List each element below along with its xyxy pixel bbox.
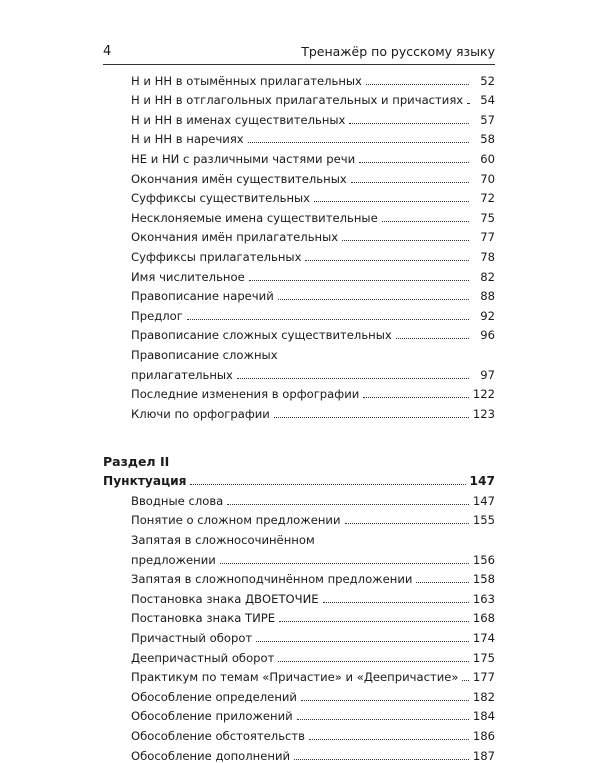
toc-entry [103, 401, 495, 421]
toc-entry [103, 88, 495, 108]
toc-entry [103, 107, 495, 127]
toc-entry-label: Окончания имён прилагательных [131, 230, 339, 245]
page-number: 4 [103, 44, 112, 59]
toc-entry-label: Последние изменения в орфографии [131, 387, 360, 402]
leader-dots [314, 201, 469, 202]
toc-entry-label: Н и НН в наречиях [131, 132, 244, 147]
toc-entry-page: 78 [480, 249, 495, 264]
toc-entry-label: Обособление дополнений [131, 748, 291, 763]
toc-entry-page: 122 [472, 387, 495, 402]
toc-entry-label: Правописание наречий [131, 289, 274, 304]
leader-dots [187, 319, 469, 320]
toc-entry-page: 184 [472, 709, 495, 724]
toc-entry-page: 96 [480, 328, 495, 343]
toc-entry-label: Правописание сложных [131, 347, 278, 362]
leader-dots [323, 602, 469, 603]
toc-entry [103, 68, 495, 88]
toc-entry-label: прилагательных [131, 367, 233, 382]
toc-entry [103, 606, 495, 626]
toc-entry-page: 123 [472, 406, 495, 421]
leader-dots [278, 299, 469, 300]
toc-entry-page: 97 [480, 367, 495, 382]
part-title: Пунктуация [103, 474, 187, 489]
leader-dots [349, 123, 469, 124]
toc-entry-label: Постановка знака ДВОЕТОЧИЕ [131, 591, 319, 606]
toc-entry [103, 508, 495, 528]
toc-entry [103, 586, 495, 606]
toc-entry-page: 88 [480, 289, 495, 304]
leader-dots [227, 504, 469, 505]
toc-entry-page: 70 [480, 171, 495, 186]
toc-entry-label: Суффиксы существительных [131, 191, 311, 206]
toc-entry [103, 645, 495, 665]
toc-entry-label: Вводные слова [131, 493, 224, 508]
toc-entry-page: 60 [480, 151, 495, 166]
toc-entry-page: 58 [480, 132, 495, 147]
toc-entry [103, 625, 495, 645]
toc-entry-page: 158 [472, 572, 495, 587]
toc-entry-label: НЕ и НИ с различными частями речи [131, 151, 356, 166]
leader-dots [297, 719, 469, 720]
toc-entry-page: 147 [472, 493, 495, 508]
leader-dots [363, 397, 469, 398]
toc-entry-label: Несклоняемые имена существительные [131, 210, 378, 225]
leader-dots [294, 759, 469, 760]
part-page: 147 [469, 474, 495, 489]
toc-entry-page: 163 [472, 591, 495, 606]
toc-entry [103, 264, 495, 284]
leader-dots [366, 84, 469, 85]
toc-entry [103, 146, 495, 166]
toc-entry-page: 182 [472, 689, 495, 704]
page-header [103, 44, 495, 64]
leader-dots [309, 739, 469, 740]
toc-entry-label: Деепричастный оборот [131, 650, 275, 665]
toc-entry-label: Причастный оборот [131, 631, 253, 646]
toc-entry-label: Обособление обстоятельств [131, 729, 305, 743]
toc-entry-label: Суффиксы прилагательных [131, 249, 302, 264]
toc-entry [103, 284, 495, 304]
toc-entry-label: Практикум по темам «Причастие» и «Деепричастие» [131, 670, 459, 685]
toc-entry [103, 166, 495, 186]
toc-entry-page: 92 [480, 308, 495, 323]
leader-dots [237, 378, 469, 379]
toc-entry [103, 382, 495, 402]
toc-entry-page: 77 [480, 230, 495, 245]
toc-entry [103, 205, 495, 225]
leader-dots [359, 162, 469, 163]
toc-entry-label: Н и НН в именах существительных [131, 112, 346, 127]
toc-entry-label: Предлог [131, 308, 183, 323]
leader-dots [220, 563, 469, 564]
toc-entry-page: 75 [480, 210, 495, 225]
leader-dots [248, 142, 469, 143]
toc-entry-page: 72 [480, 191, 495, 206]
toc-entry-label: Обособление определений [131, 689, 297, 704]
leader-dots [249, 280, 469, 281]
table-of-contents [103, 68, 495, 763]
toc-entry [103, 244, 495, 264]
toc-entry-page: 155 [472, 513, 495, 528]
toc-entry-label: Запятая в сложноподчинённом предложении [131, 572, 413, 587]
leader-dots [274, 417, 469, 418]
toc-entry-label: Понятие о сложном предложении [131, 513, 341, 528]
toc-entry-label: Ключи по орфографии [131, 406, 270, 421]
toc-entry-line1 [103, 342, 495, 362]
toc-entry-label: Правописание сложных существительных [131, 328, 392, 343]
toc-part-heading [103, 469, 495, 489]
toc-entry [103, 704, 495, 724]
toc-entry-label: Н и НН в отглагольных прилагательных и причастиях [131, 93, 464, 108]
leader-dots [279, 621, 469, 622]
leader-dots [190, 484, 465, 485]
toc-entry-label: предложении [131, 552, 216, 567]
toc-entry [103, 127, 495, 147]
toc-entry [103, 323, 495, 343]
toc-entry-page: 174 [472, 631, 495, 646]
toc-entry-page: 156 [472, 552, 495, 567]
toc-entry-label: Окончания имён существительных [131, 171, 347, 186]
leader-dots [467, 103, 469, 104]
toc-entry-page: 186 [472, 729, 495, 743]
toc-entry [103, 684, 495, 704]
leader-dots [256, 641, 469, 642]
leader-dots [278, 661, 468, 662]
toc-entry [103, 567, 495, 587]
toc-entry-page: 54 [480, 93, 495, 108]
toc-entry-label: Запятая в сложносочинённом [131, 533, 315, 548]
toc-entry [103, 303, 495, 323]
toc-entry-line1 [103, 527, 495, 547]
toc-part2 [103, 488, 495, 762]
header-rule [103, 64, 495, 65]
toc-entry-label: Обособление приложений [131, 709, 293, 724]
toc-entry-page: 177 [472, 670, 495, 685]
toc-entry-page: 82 [480, 269, 495, 284]
toc-entry-page: 175 [472, 650, 495, 665]
toc-entry-label: Имя числительное [131, 269, 245, 284]
toc-entry [103, 362, 495, 382]
leader-dots [345, 523, 469, 524]
leader-dots [351, 182, 469, 183]
leader-dots [301, 700, 469, 701]
section-title: Раздел II [103, 453, 170, 469]
leader-dots [396, 338, 469, 339]
toc-entry-label: Н и НН в отымённых прилагательных [131, 73, 362, 88]
toc-entry-page: 57 [480, 112, 495, 127]
leader-dots [462, 680, 468, 681]
leader-dots [382, 221, 469, 222]
toc-entry [103, 186, 495, 206]
toc-entry [103, 665, 495, 685]
toc-entry-page: 52 [480, 73, 495, 88]
leader-dots [342, 240, 469, 241]
toc-entry-label: Постановка знака ТИРЕ [131, 611, 276, 626]
leader-dots [416, 582, 468, 583]
toc-entry-page: 168 [472, 611, 495, 626]
toc-entry-page: 187 [472, 748, 495, 763]
leader-dots [305, 260, 469, 261]
toc-part1 [103, 68, 495, 421]
toc-entry [103, 743, 495, 763]
toc-entry [103, 547, 495, 567]
toc-entry [103, 225, 495, 245]
toc-entry [103, 723, 495, 743]
running-title: Тренажёр по русскому языку [301, 44, 495, 59]
toc-entry [103, 488, 495, 508]
